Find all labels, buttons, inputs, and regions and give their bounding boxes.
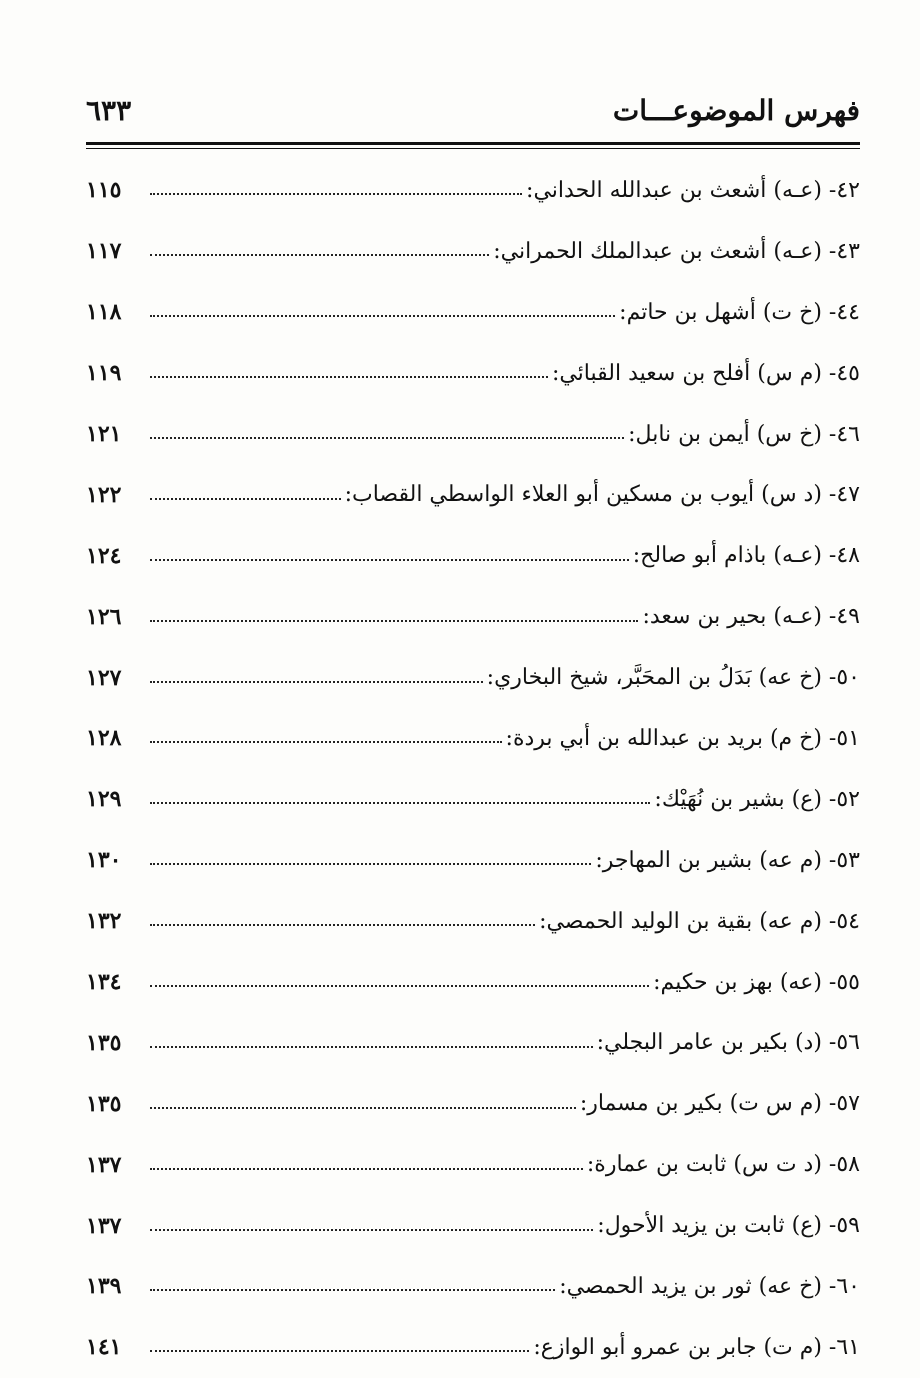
- dot-leader: [150, 376, 548, 378]
- dot-leader: [150, 193, 522, 195]
- toc-entry-page: ١٤١: [86, 1334, 122, 1361]
- toc-entry: [86, 1012, 860, 1073]
- toc-entry: [86, 1195, 860, 1256]
- toc-entry-label: ٥٧- (م س ت) بكير بن مسمار:: [579, 1091, 860, 1117]
- toc-entry: [86, 525, 860, 586]
- toc-entry-label: ٥٠- (خ عه) بَدَلُ بن المحَبَّر، شيخ البخاري:: [486, 665, 860, 691]
- dot-leader: [150, 924, 535, 926]
- toc-entry-label: ٤٩- (عـه) بحير بن سعد:: [642, 604, 860, 630]
- toc-entry: [86, 343, 860, 404]
- toc-entry-page: ١١٨: [86, 299, 122, 326]
- toc-entry: [86, 160, 860, 221]
- dot-leader: [150, 741, 502, 743]
- toc-entry-page: ١٢٦: [86, 603, 122, 630]
- table-of-contents: [86, 160, 860, 1378]
- toc-entry-label: ٤٦- (خ س) أيمن بن نابل:: [628, 421, 860, 447]
- toc-entry: [86, 830, 860, 891]
- toc-entry-page: ١٣٩: [86, 1273, 122, 1300]
- dot-leader: [150, 985, 649, 987]
- toc-entry-label: ٥٩- (ع) ثابت بن يزيد الأحول:: [597, 1213, 860, 1239]
- toc-entry-page: ١٣٠: [86, 847, 122, 874]
- toc-entry-page: ١١٥: [86, 177, 122, 204]
- toc-entry-page: ١٣٥: [86, 1029, 122, 1056]
- toc-entry-page: ١٢٩: [86, 786, 122, 813]
- toc-entry: [86, 1317, 860, 1378]
- toc-entry: [86, 647, 860, 708]
- dot-leader: [150, 254, 489, 256]
- toc-entry-page: ١٣٧: [86, 1212, 122, 1239]
- dot-leader: [150, 1350, 529, 1352]
- dot-leader: [150, 620, 638, 622]
- page-number: ٦٣٣: [86, 94, 132, 127]
- toc-entry-page: ١١٩: [86, 360, 122, 387]
- dot-leader: [150, 1229, 593, 1231]
- dot-leader: [150, 559, 629, 561]
- toc-entry-page: ١٢٨: [86, 725, 122, 752]
- dot-leader: [150, 437, 624, 439]
- toc-entry: [86, 1256, 860, 1317]
- toc-entry-page: ١٢٧: [86, 664, 122, 691]
- toc-entry-label: ٥٤- (م عه) بقية بن الوليد الحمصي:: [539, 908, 860, 934]
- toc-entry-label: ٤٥- (م س) أفلح بن سعيد القبائي:: [551, 360, 860, 386]
- dot-leader: [150, 802, 650, 804]
- page-header: [86, 88, 860, 140]
- dot-leader: [150, 315, 615, 317]
- toc-entry-label: ٥٨- (د ت س) ثابت بن عمارة:: [586, 1152, 860, 1178]
- toc-entry-label: ٤٨- (عـه) باذام أبو صالح:: [632, 543, 860, 569]
- toc-entry-label: ٤٧- (د س) أيوب بن مسكين أبو العلاء الواسطي القصاب:: [344, 482, 860, 508]
- toc-entry-label: ٥٢- (ع) بشير بن نُهَيْك:: [654, 786, 860, 812]
- toc-entry: [86, 952, 860, 1013]
- toc-entry-page: ١١٧: [86, 238, 122, 265]
- toc-entry-label: ٥١- (خ م) بريد بن عبدالله بن أبي بردة:: [505, 725, 860, 751]
- toc-entry: [86, 891, 860, 952]
- header-rule-thin: [86, 148, 860, 149]
- toc-entry: [86, 282, 860, 343]
- toc-entry-page: ١٣٤: [86, 969, 122, 996]
- toc-entry-label: ٦١- (م ت) جابر بن عمرو أبو الوازع:: [533, 1334, 860, 1360]
- toc-entry-label: ٦٠- (خ عه) ثور بن يزيد الحمصي:: [559, 1273, 860, 1299]
- toc-entry: [86, 464, 860, 525]
- toc-entry-label: ٤٣- (عـه) أشعث بن عبدالملك الحمراني:: [493, 238, 860, 264]
- toc-entry-label: ٥٣- (م عه) بشير بن المهاجر:: [595, 847, 860, 873]
- toc-entry-label: ٥٥- (عه) بهز بن حكيم:: [653, 969, 860, 995]
- page-title: فهرس الموضوعـــات: [612, 94, 860, 127]
- toc-entry-page: ١٣٧: [86, 1151, 122, 1178]
- toc-entry-label: ٤٤- (خ ت) أشهل بن حاتم:: [619, 299, 860, 325]
- dot-leader: [150, 863, 591, 865]
- dot-leader: [150, 1168, 583, 1170]
- toc-entry: [86, 1073, 860, 1134]
- dot-leader: [150, 1046, 593, 1048]
- toc-entry: [86, 708, 860, 769]
- toc-entry: [86, 404, 860, 465]
- toc-entry-label: ٥٦- (د) بكير بن عامر البجلي:: [596, 1030, 860, 1056]
- dot-leader: [150, 498, 341, 500]
- toc-entry: [86, 586, 860, 647]
- toc-entry: [86, 769, 860, 830]
- toc-entry-page: ١٢٤: [86, 542, 122, 569]
- toc-entry-label: ٤٢- (عـه) أشعث بن عبدالله الحداني:: [526, 177, 860, 203]
- toc-entry-page: ١٣٢: [86, 908, 122, 935]
- toc-entry-page: ١٢١: [86, 421, 122, 447]
- toc-entry: [86, 221, 860, 282]
- header-rule-thick: [86, 142, 860, 145]
- dot-leader: [150, 681, 483, 683]
- toc-entry: [86, 1134, 860, 1195]
- dot-leader: [150, 1107, 576, 1109]
- toc-entry-page: ١٣٥: [86, 1090, 122, 1117]
- toc-entry-page: ١٢٢: [86, 481, 122, 508]
- dot-leader: [150, 1289, 555, 1291]
